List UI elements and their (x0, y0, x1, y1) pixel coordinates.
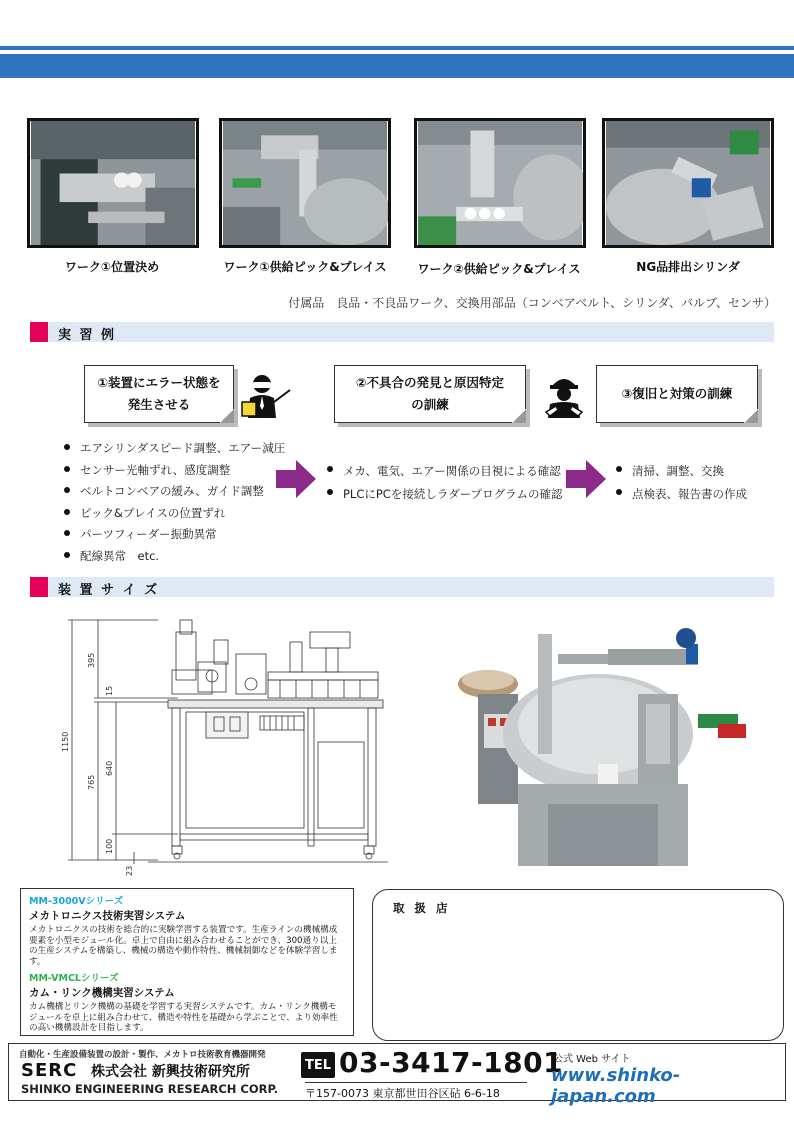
dim-100: 100 (105, 838, 114, 854)
series-2-title: カム・リンク機構実習システム (29, 987, 175, 999)
list-item: 配線異常 etc. (62, 546, 285, 568)
step-1-line1: ①装置にエラー状態を (97, 375, 221, 390)
series-1-title: メカトロニクス技術実習システム (29, 910, 186, 922)
caption-work1-positioning: ワーク①位置決め (64, 260, 160, 274)
instructor-icon (240, 372, 292, 420)
section-marker (30, 577, 48, 597)
worker-icon (542, 372, 586, 420)
series-2-desc: カム機構とリンク機構の基礎を学習する実習システムです。カム・リンク機構モジュールを卓上に組み合わせて、構造や特性を基礎から学ぶことで、より効率性の高い機構設計を目指します。 (29, 1002, 338, 1033)
tel-icon: TEL (301, 1052, 335, 1078)
diagnosis-list (325, 460, 563, 506)
phone-number[interactable]: 03-3417-1801 (339, 1046, 564, 1079)
step-3-line1: ③復旧と対策の訓練 (621, 386, 733, 401)
caption-work1-pick-place: ワーク①供給ピック&プレイス (223, 260, 387, 274)
section-size-title: 装 置 サ イ ズ (58, 583, 160, 598)
company-tagline: 自動化・生産設備装置の設計・製作、メカトロ技術教育機器開発 (19, 1050, 266, 1060)
list-item: PLCにPCを接続しラダープログラムの確認 (325, 483, 563, 506)
section-practice-header (30, 322, 774, 342)
step-1-box (84, 365, 234, 423)
dim-top: 395 (87, 652, 96, 668)
list-item: エアシリンダスピード調整、エアー減圧 (62, 438, 285, 460)
dealer-label: 取 扱 店 (393, 901, 451, 915)
dim-640: 640 (105, 760, 114, 776)
recovery-list (614, 460, 747, 506)
dealer-box (372, 889, 784, 1041)
list-item: ピック&プレイスの位置ずれ (62, 503, 285, 525)
list-item: センサー光軸ずれ、感度調整 (62, 460, 285, 482)
dim-body: 765 (87, 774, 96, 790)
step-2-line1: ②不具合の発見と原因特定 (355, 375, 505, 390)
step-2-line2: の訓練 (411, 397, 449, 412)
photo-work1-positioning (27, 118, 199, 248)
list-item: 清掃、調整、交換 (614, 460, 747, 483)
series-1-desc: メカトロニクスの技術を総合的に実験学習する装置です。生産ラインの機械構成要素を小型モジュール化。卓上で自由に組み合わせることができ、300通り以上の生産システムを構築し、機械の構造や動作特性、機械制御などを体験学習します。 (29, 925, 338, 967)
list-item: メカ、電気、エアー関係の目視による確認 (325, 460, 563, 483)
series-1-name: MM-3000Vシリーズ (29, 896, 124, 907)
error-list (62, 438, 285, 567)
series-info-box (20, 888, 354, 1036)
company-english-name: SHINKO ENGINEERING RESEARCH CORP. (21, 1082, 279, 1096)
step-3-box (596, 365, 758, 423)
dim-23: 23 (125, 865, 134, 876)
series-2-name: MM-VMCLシリーズ (29, 973, 119, 984)
list-item: パーツフィーダー振動異常 (62, 524, 285, 546)
caption-ng-eject: NG品排出シリンダ (636, 260, 740, 274)
step-2-box (334, 365, 526, 423)
arrow-right-icon (566, 460, 606, 498)
company-address: 〒157-0073 東京都世田谷区砧 6-6-18 (305, 1082, 527, 1101)
website-link[interactable]: www.shinko-japan.com (551, 1065, 681, 1107)
header-stripe-thin (0, 46, 794, 50)
step-1-line2: 発生させる (127, 397, 191, 412)
company-name: 株式会社 新興技術研究所 (91, 1064, 250, 1080)
list-item: 点検表、報告書の作成 (614, 483, 747, 506)
equipment-dimension-drawing (48, 612, 418, 880)
section-marker (30, 322, 48, 342)
accessories-text: 付属品 良品・不良品ワーク、交換用部品（コンベアベルト、シリンダ、バルブ、センサ） (288, 296, 776, 310)
serc-logo: SERC (21, 1060, 78, 1081)
photo-work2-pick-place (414, 118, 586, 248)
photo-ng-eject-cylinder (602, 118, 774, 248)
section-practice-title: 実 習 例 (58, 328, 117, 343)
section-size-header (30, 577, 774, 597)
header-stripe-thick (0, 54, 794, 78)
arrow-right-icon (276, 460, 316, 498)
company-footer (8, 1043, 786, 1107)
photo-work1-pick-place (219, 118, 391, 248)
website-label: 公式 Web サイト (553, 1054, 631, 1065)
equipment-photo (448, 614, 746, 866)
caption-work2-pick-place: ワーク②供給ピック&プレイス (417, 262, 581, 276)
dim-total: 1150 (61, 731, 70, 752)
list-item: ベルトコンベアの緩み、ガイド調整 (62, 481, 285, 503)
dim-15: 15 (105, 685, 114, 696)
